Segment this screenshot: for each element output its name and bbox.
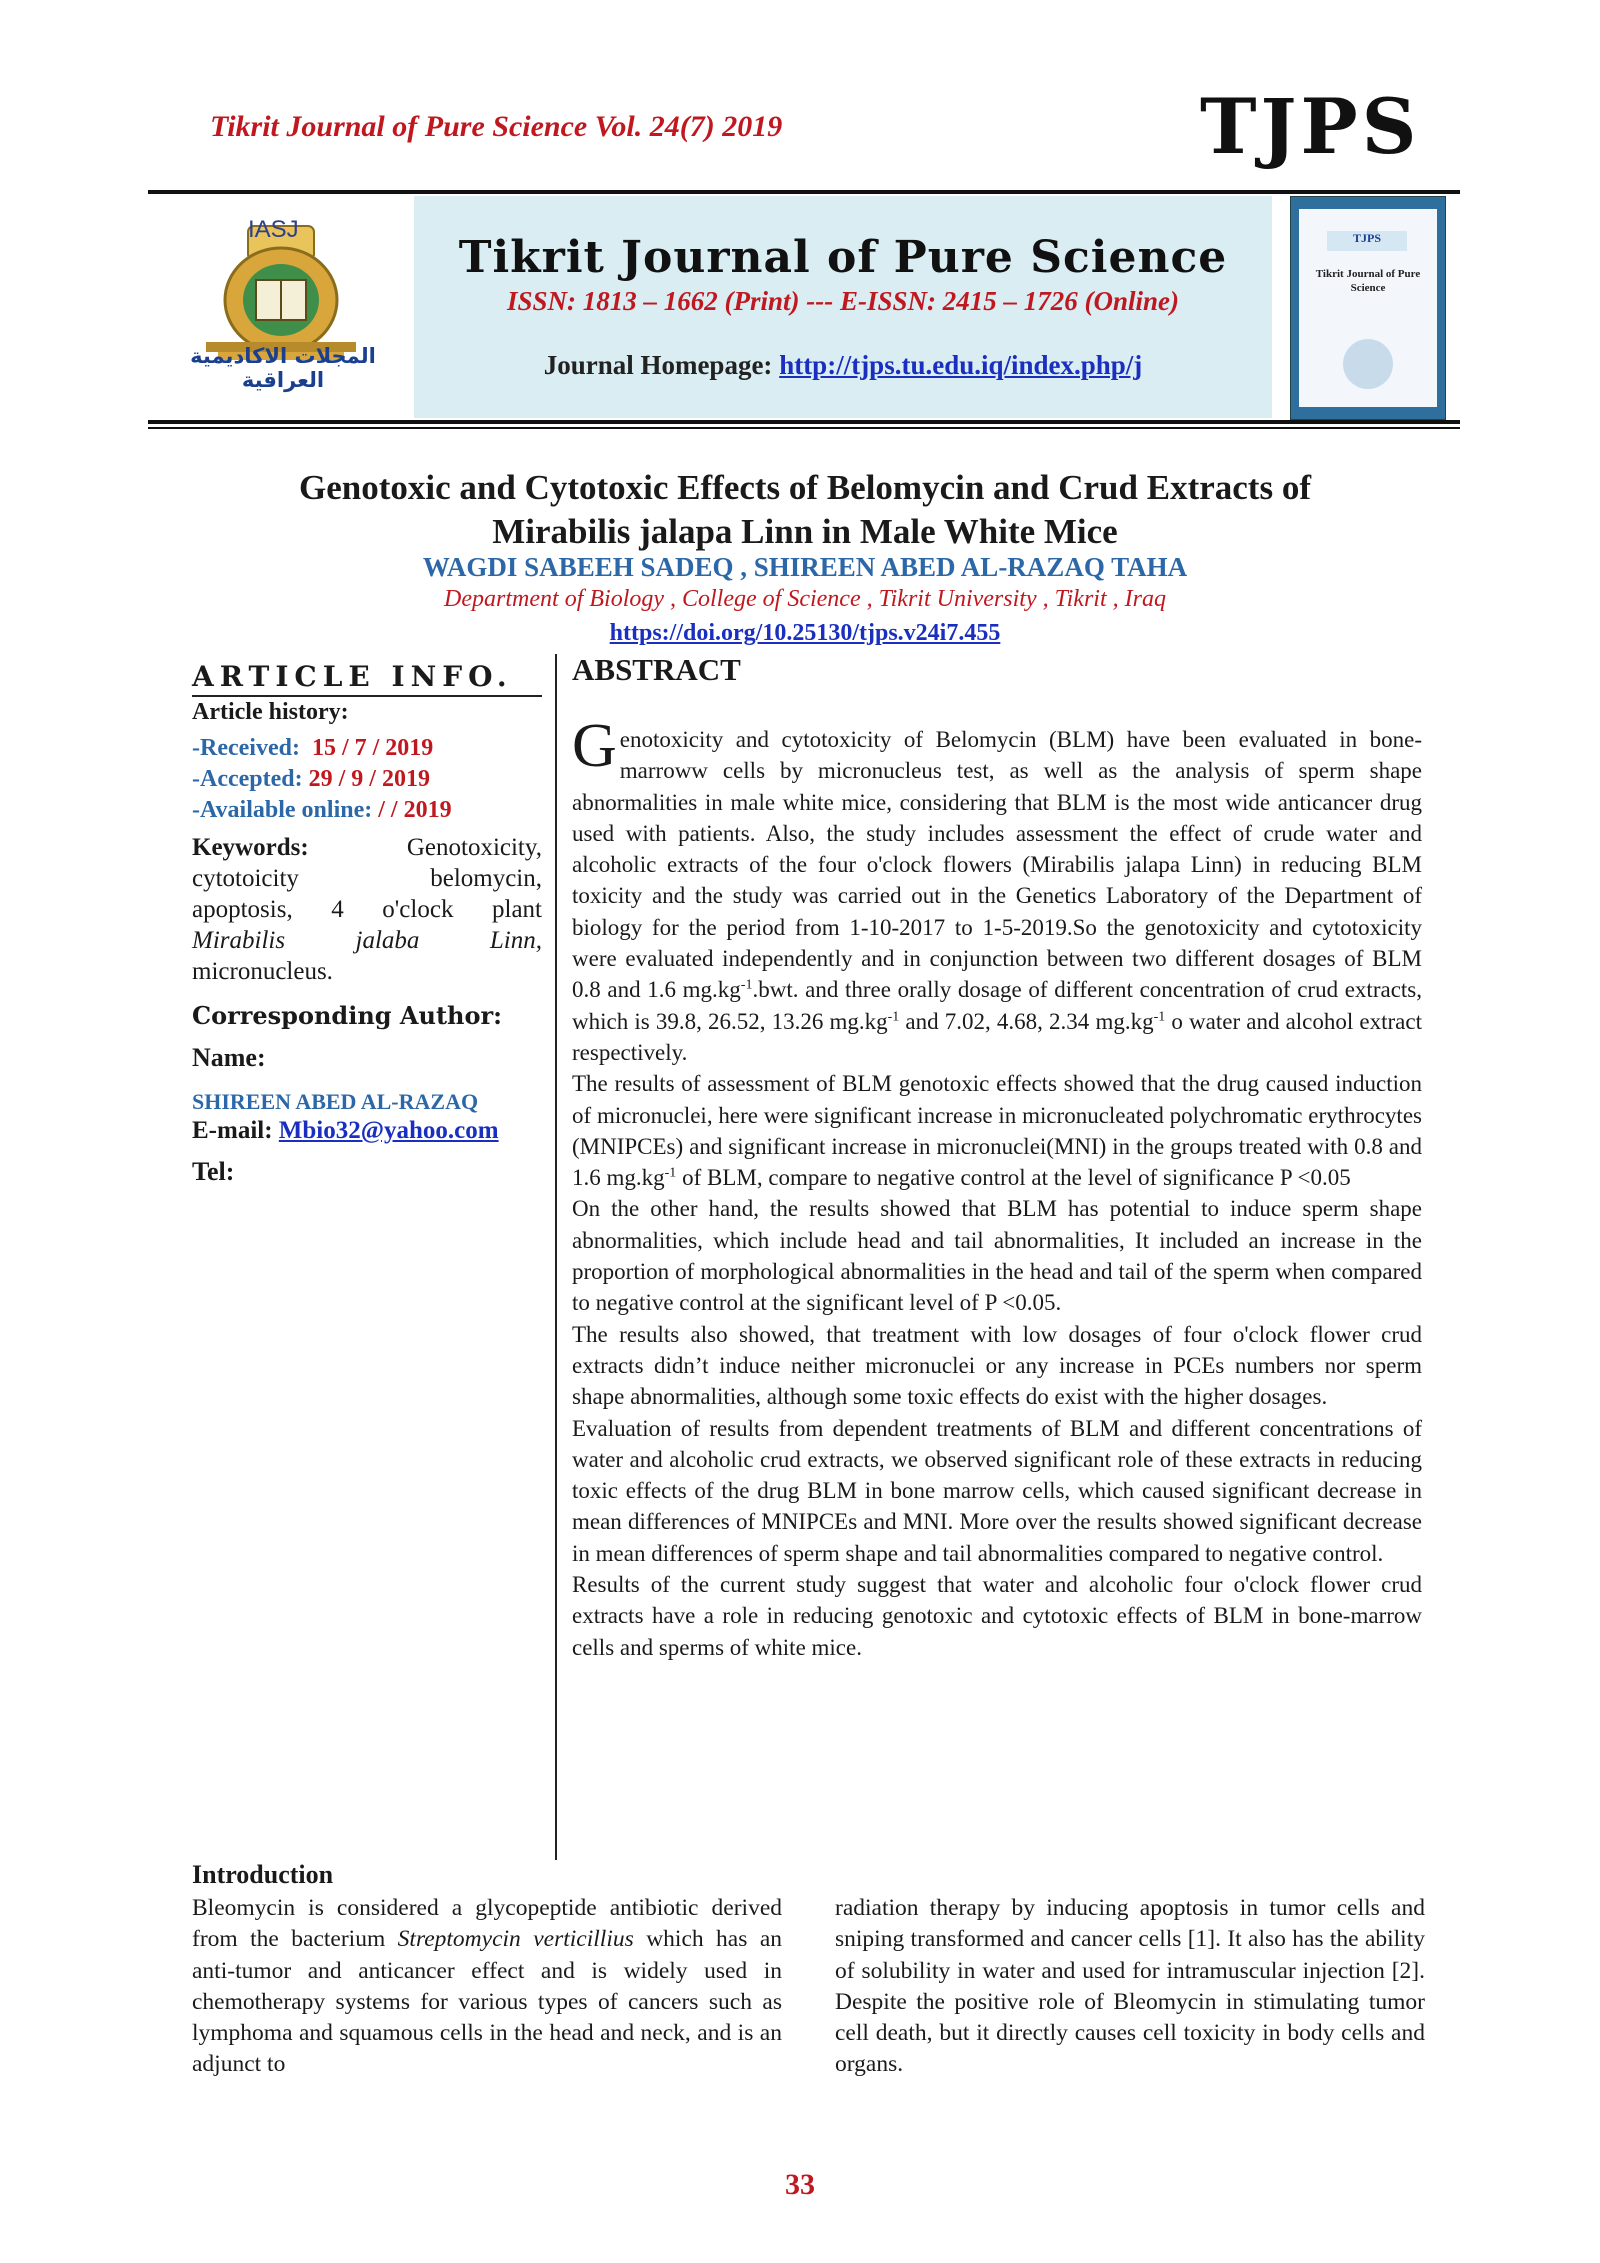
iasj-arabic-label: المجلات الاكاديمية العراقية <box>190 344 376 392</box>
corresponding-author-label: Corresponding Author: <box>192 1001 503 1030</box>
authors: WAGDI SABEEH SADEQ , SHIREEN ABED AL-RAZAQ TAHA <box>422 552 1188 582</box>
keyword: belomycin, <box>430 865 542 892</box>
affiliation: Department of Biology , College of Science , Tikrit University , Tikrit , Iraq <box>444 586 1166 612</box>
keyword: micronucleus. <box>192 958 333 985</box>
article-info-heading: ARTICLE INFO. <box>192 660 542 697</box>
paper-title <box>200 466 1410 554</box>
accepted-line <box>192 764 542 795</box>
journal-cover-panel <box>1272 196 1460 418</box>
homepage-label: Journal Homepage: <box>543 350 780 380</box>
cover-journal-name: Tikrit Journal of Pure Science <box>1315 268 1421 294</box>
paper-title-line-2: Mirabilis jalapa Linn in Male White Mice <box>492 512 1118 551</box>
keyword: apoptosis, <box>192 896 293 923</box>
received-label: -Received: <box>192 735 300 761</box>
abstract-paragraph-5: Evaluation of results from dependent treatments of BLM and different concentrations of water and alcoholic crud extracts, we observed significant role of these extracts in reducing toxic effects of the drug BLM in bone marrow cells, which caused significant decrease in mean differences of MNIPCEs and MNI. More over the results showed significant decrease in mean differences of sperm shape and tail abnormalities compared to negative control. <box>572 1415 1422 1566</box>
cover-emblem-icon <box>1343 339 1393 389</box>
keyword: jalaba <box>355 927 420 954</box>
cover-title-badge: TJPS <box>1327 231 1407 251</box>
email-label: E-mail: <box>192 1117 279 1144</box>
tjps-logo: TJPS <box>1200 82 1421 171</box>
abstract-paragraph-3: On the other hand, the results showed that BLM has potential to induce sperm shape abnormalities, which include head and tail abnormalities, It included an increase in the proportion of morphological abnormalities in the head and tail of the sperm when compared to negative control at the significant level of P <0.05. <box>572 1196 1422 1316</box>
introduction-heading: Introduction <box>192 1860 334 1889</box>
article-history-label: Article history: <box>192 699 349 725</box>
abstract-paragraph-6: Results of the current study suggest that water and alcoholic four o'clock flower crud extracts have a role in reducing genotoxic and cytotoxic effects of BLM in bone-marrow cells and sperms of white mice. <box>572 1572 1422 1660</box>
keyword: 4 <box>331 896 344 923</box>
species-name: Streptomycin verticillius <box>397 1926 634 1953</box>
introduction-column-2: radiation therapy by inducing apoptosis in tumor cells and sniping transformed and cancer cells [1]. It also has the ability of solubility in water and used for intramuscular injection [2]. Despite the positive role of Bleomycin in stimulating tumor cell death, but it directly causes cell toxicity in body cells and organs. <box>835 1895 1425 2078</box>
abstract-paragraph-1: Genotoxicity and cytotoxicity of Belomycin (BLM) have been evaluated in bone-marroww cells by micronucleus test, as well as the analysis of sperm shape abnormalities in male white mice, considering that BLM is the most wide anticancer drug used with patients. Also, the study includes assessment the effect of crude water and alcoholic extracts of the four o'clock flowers (Mirabilis jalapa Linn) in reducing BLM toxicity and the study was carried out in the Genetics Laboratory of the Department of biology for the period from 1-10-2017 to 1-5-2019.So the genotoxicity and cytotoxicity were evaluated independently and in conjunction between two different dosages of BLM 0.8 and 1.6 $mg.kg^{-1}.bwt$. and three orally dosage of different concentration of crud extracts, which is 39.8, 26.52, 13.26 $mg.kg^{-1}$ and 7.02, 4.68, 2.34 $mg.kg^{-1}$ o water and alcohol extract respectively. <box>572 712 1422 1065</box>
keywords-block <box>192 832 542 987</box>
banner-rule-2 <box>148 427 1460 429</box>
running-title: Tikrit Journal of Pure Science Vol. 24(7) 2019 <box>210 110 783 143</box>
introduction-column-1: Bleomycin is considered a glycopeptide antibiotic derived from the bacterium Streptomycin verticillius which has an anti-tumor and anticancer effect and is widely used in chemotherapy systems for various types of cancers such as lymphoma and squamous cells in the head and neck, and is an adjunct to <box>192 1895 782 2078</box>
keyword: Linn, <box>489 927 542 954</box>
keyword: cytotoicity <box>192 865 299 892</box>
accepted-label: -Accepted: <box>192 766 303 792</box>
issn-line: ISSN: 1813 – 1662 (Print) --- E-ISSN: 2415 – 1726 (Online) <box>506 286 1180 316</box>
header-rule <box>148 190 1460 194</box>
journal-name: Tikrit Journal of Pure Science <box>458 232 1228 283</box>
homepage-line <box>414 350 1272 381</box>
received-line <box>192 733 542 764</box>
abstract-paragraph-2: The results of assessment of BLM genotoxic effects showed that the drug caused induction of micronuclei, here were significant increase in micronucleated polychromatic erythrocytes (MNIPCEs) and significant increase in micronuclei(MNI) in the groups treated with 0.8 and 1.6 $mg.kg^{-1}$ of BLM, compare to negative control at the level of significance P <0.05 <box>572 1071 1422 1191</box>
abstract-dropcap: G <box>572 712 617 780</box>
accepted-value: 29 / 9 / 2019 <box>308 766 430 792</box>
paper-title-line-1: Genotoxic and Cytotoxic Effects of Belomycin and Crud Extracts of <box>299 468 1311 507</box>
available-value: / / 2019 <box>378 797 452 823</box>
keyword: Genotoxicity, <box>406 834 542 861</box>
abstract-paragraph-4: The results also showed, that treatment with low dosages of four o'clock flower crud extracts didn’t induce neither micronuclei or any increase in PCEs numbers nor sperm shape abnormalities, although some toxic effects do exist with the higher dosages. <box>572 1321 1422 1410</box>
email-link[interactable]: Mbio32@yahoo.com <box>278 1117 499 1144</box>
author-name: SHIREEN ABED AL-RAZAQ <box>192 1089 479 1114</box>
doi-link[interactable]: https://doi.org/10.25130/tjps.v24i7.455 <box>609 620 1001 646</box>
keywords-label: Keywords: <box>192 834 309 861</box>
tel-label: Tel: <box>192 1157 235 1186</box>
keyword: plant <box>492 896 542 923</box>
column-divider <box>555 654 557 1860</box>
journal-cover-thumbnail <box>1290 196 1446 420</box>
iasj-label: IASJ <box>248 216 299 243</box>
page-number: 33 <box>785 2168 815 2201</box>
keyword: Mirabilis <box>192 927 286 954</box>
banner-rule-1 <box>148 420 1460 424</box>
name-label: Name: <box>192 1043 266 1072</box>
email-line <box>192 1115 542 1146</box>
keyword: o'clock <box>382 896 454 923</box>
available-label: -Available online: <box>192 797 373 823</box>
doi <box>200 620 1410 647</box>
abstract-heading: ABSTRACT <box>572 652 741 687</box>
available-line <box>192 795 542 826</box>
received-value: 15 / 7 / 2019 <box>311 735 434 761</box>
homepage-link[interactable]: http://tjps.tu.edu.iq/index.php/j <box>779 350 1143 380</box>
abstract-body <box>572 712 1422 1663</box>
